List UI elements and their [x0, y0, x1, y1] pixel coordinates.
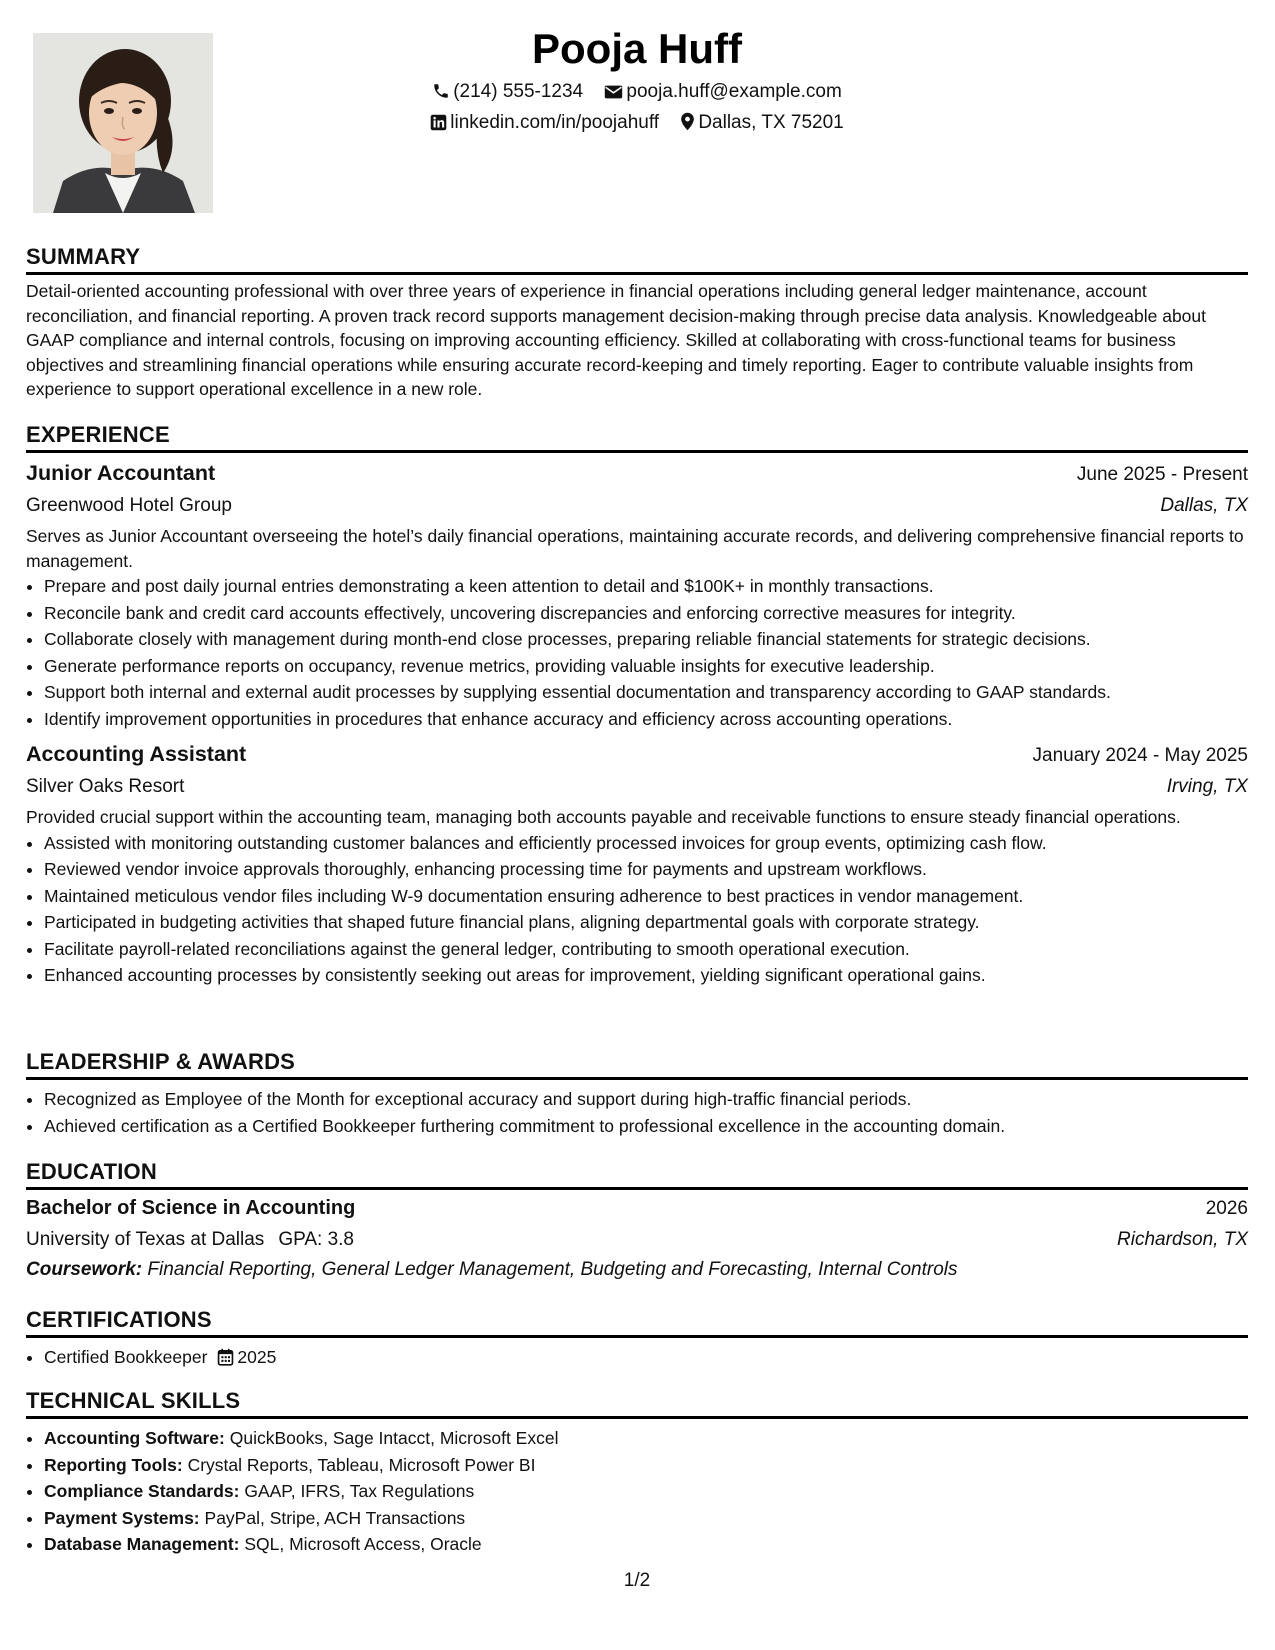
list-item: • Achieved certification as a Certified Bookkeeper furthering commitment to professional excellence in the accounting domain.: [44, 1113, 1248, 1140]
job-bullets: [26, 573, 1248, 732]
skill-value: QuickBooks, Sage Intacct, Microsoft Excel: [229, 1428, 559, 1448]
job-dates: June 2025 - Present: [1076, 464, 1248, 485]
phone-icon: [432, 82, 450, 100]
skill-value: GAAP, IFRS, Tax Regulations: [244, 1481, 475, 1501]
candidate-name: Pooja Huff: [532, 25, 742, 72]
list-item: • Prepare and post daily journal entries demonstrating a keen attention to detail and $100K+ in monthly transactions.: [44, 573, 1248, 600]
skill-label: Payment Systems:: [44, 1507, 200, 1528]
job-location: Dallas, TX: [1160, 495, 1248, 516]
list-item: • Assisted with monitoring outstanding customer balances and efficiently processed invoices for group events, optimizing cash flow.: [44, 830, 1248, 857]
skill-value: Crystal Reports, Tableau, Microsoft Power BI: [187, 1454, 536, 1475]
skills-list: [26, 1425, 1248, 1558]
resume-header: [26, 22, 1248, 138]
location-contact: [680, 107, 843, 138]
skill-label: Accounting Software:: [44, 1428, 225, 1448]
linkedin-link[interactable]: linkedin.com/in/poojahuff: [450, 112, 660, 133]
degree-name: Bachelor of Science in Accounting: [26, 1197, 356, 1219]
job-company: Greenwood Hotel Group: [26, 495, 232, 516]
list-item: [44, 1505, 1248, 1532]
list-item: • Generate performance reports on occupancy, revenue metrics, providing valuable insights for executive leadership.: [44, 653, 1248, 680]
list-item: • Maintained meticulous vendor files including W-9 documentation ensuring adherence to best practices in vendor management.: [44, 883, 1248, 910]
list-item: • Facilitate payroll-related reconciliations against the general ledger, contributing to smooth operational execution.: [44, 936, 1248, 963]
education-subheader: [26, 1225, 1248, 1255]
awards-list: [26, 1086, 1248, 1139]
list-item: • Participated in budgeting activities that shaped future financial plans, aligning departmental goals with corporate strategy.: [44, 909, 1248, 936]
certification-year: 2025: [237, 1347, 277, 1367]
experience-heading: EXPERIENCE: [26, 421, 1248, 453]
skills-heading: TECHNICAL SKILLS: [26, 1387, 1248, 1419]
summary-text: Detail-oriented accounting professional with over three years of experience in financial operations including general ledger maintenance, account reconciliation, and financial reporting. A proven track record supports management decision-making through precise data analysis. Knowledgeable about GAAP compliance and internal controls, focusing on improving accounting efficiency. Skilled at collaborating with cross-functional teams for business objectives and streamlining financial operations while ensuring accurate record-keeping and timely reporting. Eager to contribute valuable insights from experience to support operational excellence in a new role.: [26, 281, 1207, 399]
list-item: [44, 1344, 1248, 1371]
coursework-text: Financial Reporting, General Ledger Management, Budgeting and Forecasting, Internal Controls: [147, 1259, 958, 1280]
resume-page: [26, 0, 1248, 1650]
certifications-list: [26, 1344, 1248, 1371]
email-link[interactable]: pooja.huff@example.com: [626, 81, 842, 102]
skills-section: [26, 1387, 1248, 1558]
list-item: [44, 1531, 1248, 1558]
school-name: University of Texas at Dallas: [26, 1229, 265, 1250]
contact-row-1: [26, 76, 1248, 107]
email-contact: [604, 76, 841, 107]
coursework-label: Coursework:: [26, 1259, 143, 1280]
skill-label: Database Management:: [44, 1534, 240, 1554]
skill-label: Reporting Tools:: [44, 1454, 183, 1475]
job-subheader: [26, 491, 1248, 521]
linkedin-icon: [430, 114, 447, 131]
job-title: Junior Accountant: [26, 461, 216, 485]
skill-label: Compliance Standards:: [44, 1481, 240, 1501]
experience-section: [26, 421, 1248, 989]
page-number: 1/2: [623, 1570, 651, 1591]
job-company: Silver Oaks Resort: [26, 776, 185, 797]
location-text: Dallas, TX 75201: [698, 112, 844, 133]
phone-text[interactable]: (214) 555-1234: [453, 81, 584, 102]
job-title: Accounting Assistant: [26, 742, 247, 766]
coursework-line: [26, 1255, 1248, 1285]
list-item: [44, 1478, 1248, 1505]
certifications-section: [26, 1306, 1248, 1371]
list-item: [44, 1425, 1248, 1452]
awards-heading: LEADERSHIP & AWARDS: [26, 1048, 1248, 1080]
job-entry: [26, 457, 1248, 732]
job-description: Provided crucial support within the accounting team, managing both accounts payable and receivable functions to ensure steady financial operations.: [26, 807, 1181, 827]
awards-section: [26, 1048, 1248, 1139]
list-item: • Support both internal and external audit processes by supplying essential documentation and transparency according to GAAP standards.: [44, 679, 1248, 706]
list-item: • Enhanced accounting processes by consistently seeking out areas for improvement, yielding significant operational gains.: [44, 962, 1248, 989]
skill-value: SQL, Microsoft Access, Oracle: [244, 1534, 482, 1554]
summary-section: [26, 243, 1248, 402]
map-pin-icon: [680, 112, 695, 131]
job-description: Serves as Junior Accountant overseeing the hotel’s daily financial operations, maintaining accurate records, and delivering comprehensive financial reports to management.: [26, 526, 1244, 571]
job-dates: January 2024 - May 2025: [1032, 745, 1248, 766]
calendar-icon: [217, 1348, 234, 1366]
envelope-icon: [604, 84, 623, 100]
list-item: [44, 1452, 1248, 1479]
job-subheader: [26, 772, 1248, 802]
certifications-heading: CERTIFICATIONS: [26, 1306, 1248, 1338]
job-location: Irving, TX: [1166, 776, 1248, 797]
list-item: • Identify improvement opportunities in procedures that enhance accuracy and efficiency across accounting operations.: [44, 706, 1248, 733]
job-header: [26, 457, 1248, 491]
list-item: • Reconcile bank and credit card accounts effectively, uncovering discrepancies and enforcing corrective measures for integrity.: [44, 600, 1248, 627]
gpa-value: GPA: 3.8: [278, 1229, 354, 1250]
job-entry: [26, 738, 1248, 989]
education-header: [26, 1192, 1248, 1225]
list-item: • Collaborate closely with management during month-end close processes, preparing reliable financial statements for strategic decisions.: [44, 626, 1248, 653]
graduation-year: 2026: [1205, 1198, 1248, 1219]
education-heading: EDUCATION: [26, 1158, 1248, 1190]
job-header: [26, 738, 1248, 772]
linkedin-contact: [430, 107, 659, 138]
school-info: [26, 1225, 354, 1255]
certification-name: Certified Bookkeeper: [44, 1347, 208, 1367]
education-section: [26, 1158, 1248, 1285]
summary-heading: SUMMARY: [26, 243, 1248, 275]
list-item: • Reviewed vendor invoice approvals thoroughly, enhancing processing time for payments and upstream workflows.: [44, 856, 1248, 883]
job-bullets: [26, 830, 1248, 989]
list-item: • Recognized as Employee of the Month for exceptional accuracy and support during high-traffic financial periods.: [44, 1086, 1248, 1113]
skill-value: PayPal, Stripe, ACH Transactions: [204, 1507, 466, 1528]
contact-row-2: [26, 107, 1248, 138]
phone-contact: [432, 76, 583, 107]
school-location: Richardson, TX: [1117, 1229, 1248, 1250]
